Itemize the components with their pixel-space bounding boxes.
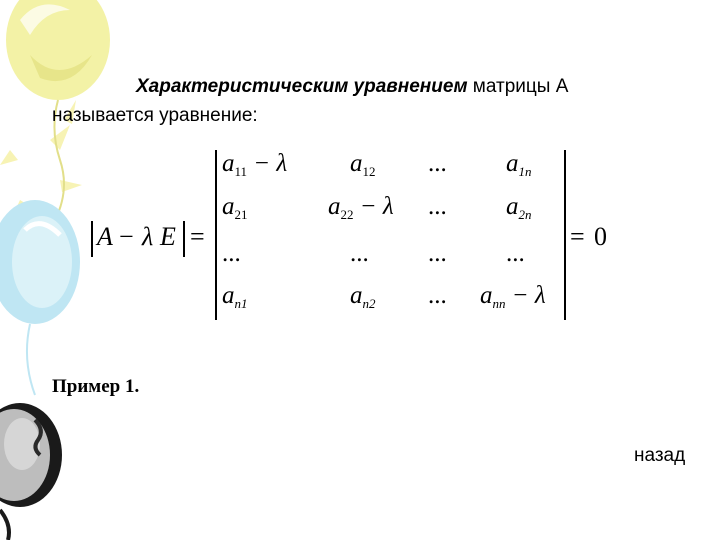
- matrix-cell: [222, 240, 241, 268]
- matrix-cell-base: ...: [428, 240, 447, 267]
- matrix-cell-base: a: [350, 282, 363, 309]
- matrix-cell-subscript: 11: [234, 164, 248, 179]
- matrix-cell-base: a: [222, 193, 235, 220]
- matrix-cell-base: ...: [428, 193, 447, 220]
- matrix-cell-subscript: 12: [362, 164, 376, 179]
- matrix-cell-subscript: nn: [492, 296, 506, 311]
- matrix-cell-base: a: [222, 150, 235, 177]
- lhs-A: A: [97, 222, 113, 251]
- matrix-cell-subscript: 1n: [518, 164, 532, 179]
- matrix-cell: [506, 150, 532, 178]
- example-heading: Пример 1.: [52, 376, 140, 397]
- matrix-cell-subscript: 22: [340, 207, 354, 222]
- lhs-E: E: [160, 222, 176, 251]
- lhs-equals: =: [190, 222, 205, 251]
- matrix-cell-minus-lambda: − λ: [247, 150, 288, 177]
- matrix-cell: [480, 282, 546, 310]
- matrix-cell: [506, 193, 532, 221]
- matrix-cell: [222, 150, 287, 178]
- matrix-cell: [428, 240, 447, 268]
- lhs-lambda: λ: [142, 222, 154, 251]
- matrix-cell-base: ...: [428, 282, 447, 309]
- matrix-cell-base: ...: [350, 240, 369, 267]
- matrix-cell-base: a: [350, 150, 363, 177]
- matrix-cell-minus-lambda: − λ: [353, 193, 394, 220]
- rhs-equals: =: [570, 222, 585, 251]
- definition-tail: матрицы А: [467, 76, 569, 97]
- matrix-cell: [350, 282, 376, 310]
- term-characteristic-equation: Характеристическим уравнением: [136, 76, 468, 97]
- matrix-cell-base: ...: [222, 240, 241, 267]
- matrix-cell-base: ...: [506, 240, 525, 267]
- lhs-minus: −: [119, 222, 134, 251]
- matrix-cell: [428, 282, 447, 310]
- matrix-cell-base: a: [480, 282, 493, 309]
- matrix-cell: [222, 282, 248, 310]
- matrix-cell-base: ...: [428, 150, 447, 177]
- matrix-cell-base: a: [328, 193, 341, 220]
- matrix-cell: [506, 240, 525, 268]
- matrix-cell: [428, 193, 447, 221]
- matrix-cell-subscript: 21: [234, 207, 248, 222]
- matrix-cell: [328, 193, 394, 221]
- matrix-cell-base: a: [506, 150, 519, 177]
- matrix-cell: [222, 193, 248, 221]
- definition-line-2: называется уравнение:: [52, 105, 258, 126]
- matrix-cell-subscript: 2n: [518, 207, 532, 222]
- rhs-zero: 0: [594, 222, 607, 251]
- matrix-cell-base: a: [506, 193, 519, 220]
- matrix-cell-base: a: [222, 282, 235, 309]
- matrix-cell: [350, 150, 376, 178]
- matrix-cell-subscript: n2: [362, 296, 376, 311]
- back-link[interactable]: назад: [634, 445, 686, 466]
- matrix-cell-subscript: n1: [234, 296, 248, 311]
- matrix-cell: [350, 240, 369, 268]
- matrix-cell-minus-lambda: − λ: [505, 282, 546, 309]
- matrix-cell: [428, 150, 447, 178]
